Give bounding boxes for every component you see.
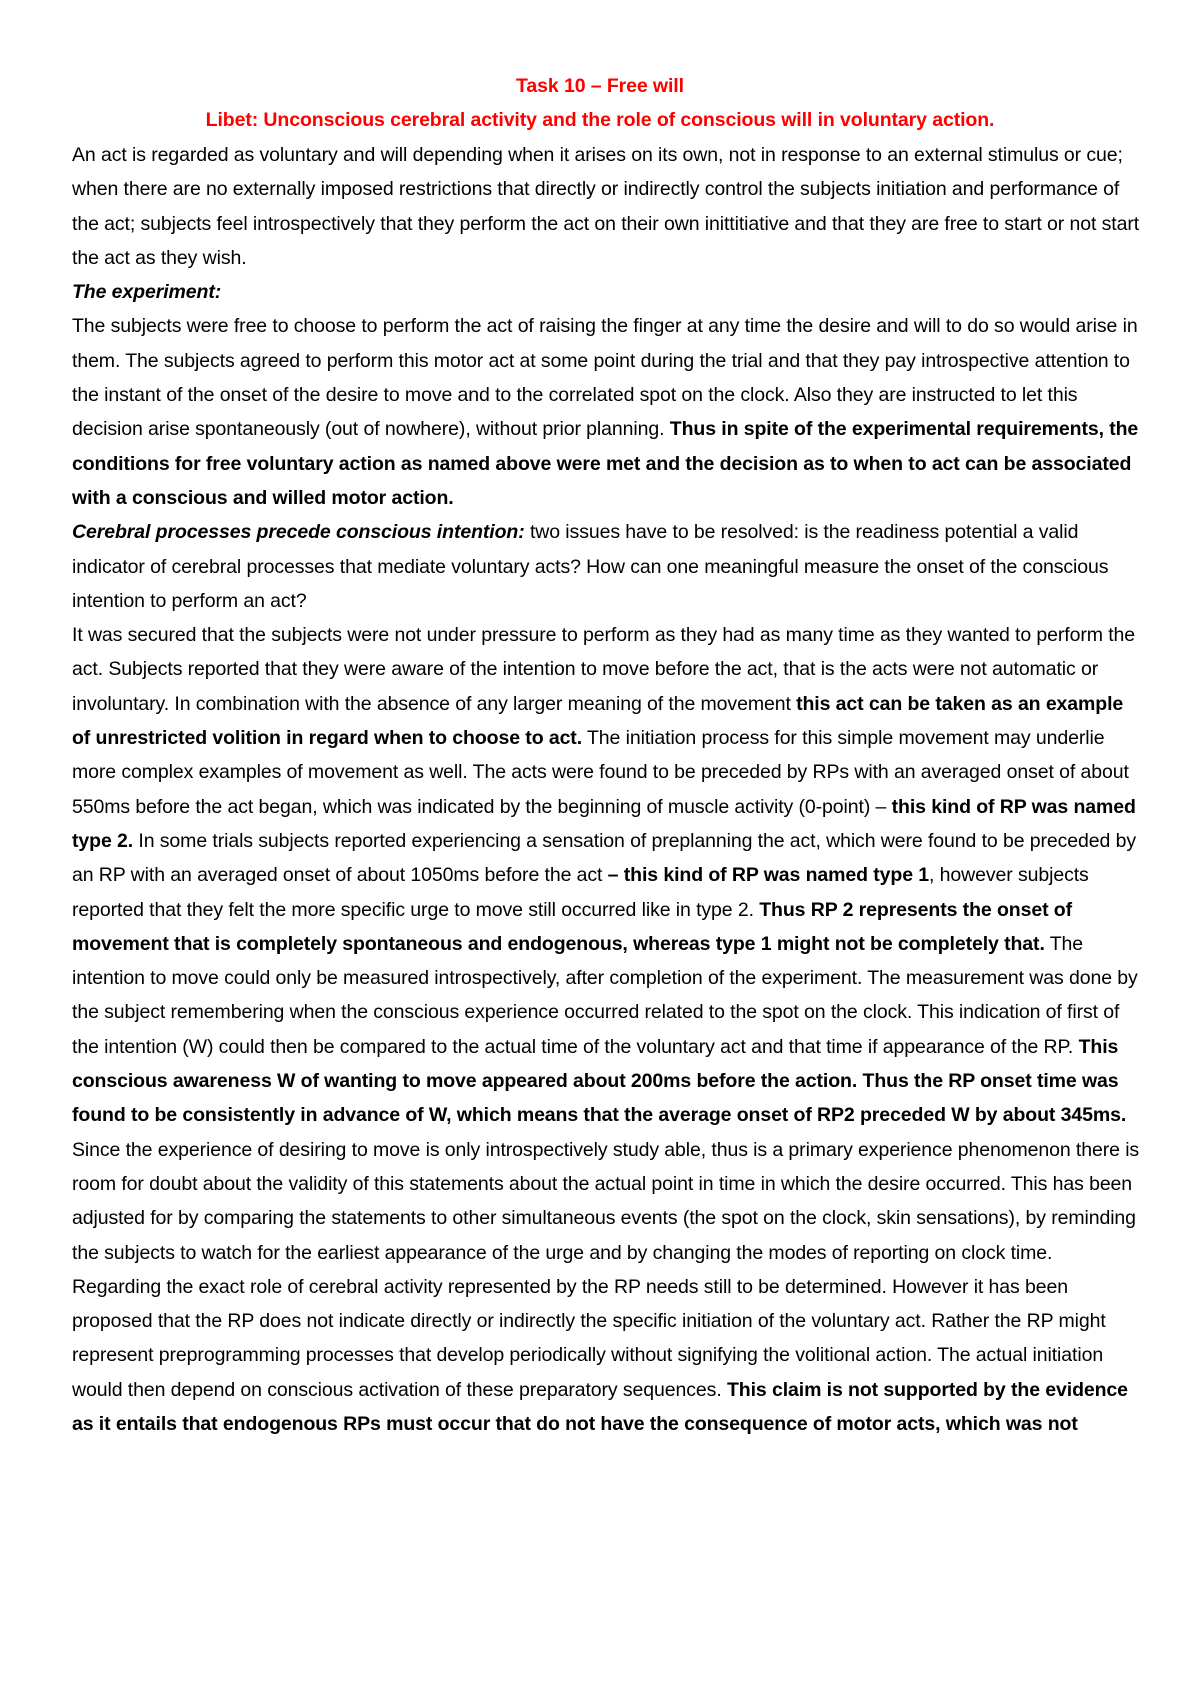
results-bold-5: This conscious awareness W of wanting to move appeared about 200ms before the action. Thus the RP onset time was found to be consistently in advance of W, which means that the average onset of RP2 preceded W by about 345ms. (72, 1035, 1127, 1127)
cerebral-heading: Cerebral processes precede conscious intention: (72, 521, 525, 544)
results-paragraph (72, 618, 1140, 1441)
experiment-paragraph (72, 309, 1140, 515)
results-text-3: In some trials subjects reported experiencing a sensation of preplanning the act, which were found to be preceded by an RP with an averaged onset of about 1050ms before the act (72, 829, 1136, 887)
document-title: Task 10 – Free will (516, 75, 684, 97)
results-text-2: The initiation process for this simple movement may underlie more complex examples of movement as well. The acts were found to be preceded by RPs with an averaged onset of about 550ms before the act began, which was indicated by the beginning of muscle activity (0-point) – (72, 727, 1129, 818)
experiment-bold-text: Thus in spite of the experimental requirements, the conditions for free voluntary action as named above were met and the decision as to when to act can be associated with a conscious and willed motor action. (72, 418, 1139, 509)
intro-text: An act is regarded as voluntary and will depending when it arises on its own, not in response to an external stimulus or cue; when there are no externally imposed restrictions that directly or indirectly control the subjects initiation and performance of the act; subjects feel introspectively that they perform the act on their own inittitiative and that they are free to start or not start the act as they wish. (72, 144, 1140, 269)
cerebral-paragraph (72, 515, 1140, 618)
results-text-1: It was secured that the subjects were not under pressure to perform as they had as many time as they wanted to perform the act. Subjects reported that they were aware of the intention to move before the act, that is the acts were not automatic or involuntary. In combination with the absence of any larger meaning of the movement (72, 624, 1136, 715)
results-bold-1: this act can be taken as an example of unrestricted volition in regard when to choose to act. (72, 692, 1124, 750)
experiment-heading-text: The experiment: (72, 281, 222, 304)
document-subtitle: Libet: Unconscious cerebral activity and the role of conscious will in voluntary action. (205, 109, 995, 131)
intro-paragraph (72, 138, 1140, 275)
results-bold-4: Thus RP 2 represents the onset of movement that is completely spontaneous and endogenous, whereas type 1 might not be completely that. (72, 898, 1072, 955)
results-bold-6: This claim is not supported by the evidence as it entails that endogenous RPs must occur that do not have the consequence of motor acts, which was not (72, 1378, 1128, 1435)
results-text-4: , however subjects reported that they felt the more specific urge to move still occurred like in type 2. (72, 864, 1089, 921)
experiment-heading (72, 275, 1140, 309)
experiment-text: The subjects were free to choose to perform the act of raising the finger at any time the desire and will to do so would arise in them. The subjects agreed to perform this motor act at some point during the trial and that they pay introspective attention to the instant of the onset of the desire to move and to the correlated spot on the clock. Also they are instructed to let this decision arise spontaneously (out of nowhere), without prior planning. (72, 315, 1138, 441)
document-body (72, 138, 1140, 1441)
results-text-6: Since the experience of desiring to move is only introspectively study able, thus is a primary experience phenomenon there is room for doubt about the validity of this statements about the actual point in time in which the desire occurred. This has been adjusted for by comparing the statements to other simultaneous events (the spot on the clock, skin sensations), by reminding the subjects to watch for the earliest appearance of the urge and by changing the modes of reporting on clock time. Regarding the exact role of cerebral activity represented by the RP needs still to be determined. However it has been proposed that the RP does not indicate directly or indirectly the specific initiation of the voluntary act. Rather the RP might represent preprogramming processes that develop periodically without signifying the volitional action. The actual initiation would then depend on conscious activation of these preparatory sequences. (72, 1138, 1140, 1401)
cerebral-text: two issues have to be resolved: is the readiness potential a valid indicator of cerebral processes that mediate voluntary acts? How can one meaningful measure the onset of the conscious intention to perform an act? (72, 521, 1109, 612)
results-bold-3: – this kind of RP was named type 1 (607, 864, 930, 887)
results-text-5: The intention to move could only be measured introspectively, after completion of the experiment. The measurement was done by the subject remembering when the conscious experience occurred related to the spot on the clock. This indication of first of the intention (W) could then be compared to the actual time of the voluntary act and that time if appearance of the RP. (72, 932, 1138, 1058)
results-bold-2: this kind of RP was named type 2. (72, 795, 1136, 852)
